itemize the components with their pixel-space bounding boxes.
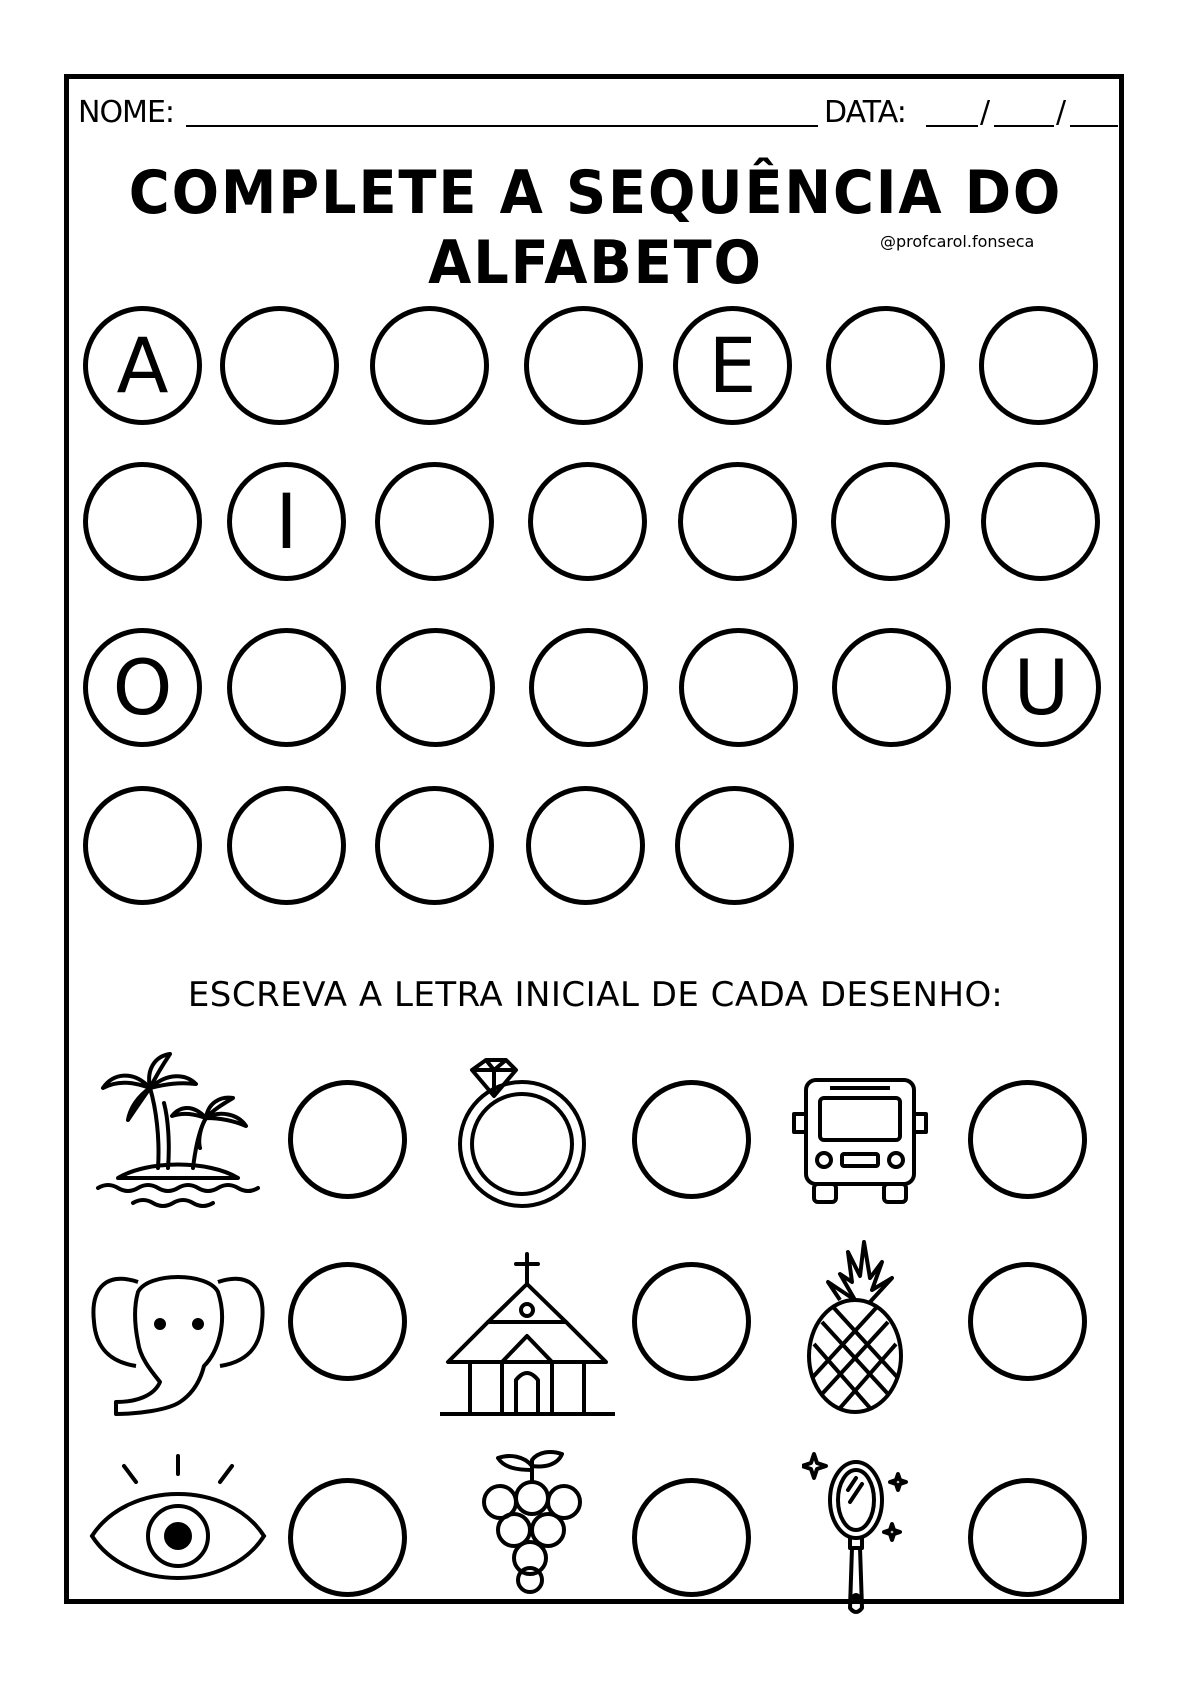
alphabet-circle[interactable] (679, 628, 798, 747)
alphabet-circle[interactable] (227, 628, 346, 747)
alphabet-circle[interactable] (675, 786, 794, 905)
name-field[interactable] (186, 125, 818, 127)
alphabet-circle[interactable] (678, 462, 797, 581)
date-separator: / (1056, 95, 1066, 130)
bus-icon (790, 1070, 930, 1210)
alphabet-circle[interactable] (831, 462, 950, 581)
alphabet-circle[interactable] (83, 786, 202, 905)
pineapple-icon (800, 1238, 910, 1418)
alphabet-circle[interactable] (826, 306, 945, 425)
name-label: NOME: (78, 95, 175, 130)
date-label: DATA: (824, 95, 906, 130)
mirror-icon (802, 1448, 912, 1618)
answer-circle[interactable] (968, 1478, 1087, 1597)
alphabet-circle[interactable] (979, 306, 1098, 425)
date-separator: / (980, 95, 990, 130)
alphabet-circle[interactable] (376, 628, 495, 747)
page-title: COMPLETE A SEQUÊNCIA DO ALFABETO (128, 158, 1063, 298)
palm-island-icon (88, 1048, 263, 1213)
alphabet-circle[interactable]: O (83, 628, 202, 747)
alphabet-circle[interactable]: E (673, 306, 792, 425)
answer-circle[interactable] (968, 1262, 1087, 1381)
elephant-icon (88, 1262, 268, 1422)
answer-circle[interactable] (632, 1478, 751, 1597)
header (78, 95, 1118, 135)
alphabet-circle[interactable] (981, 462, 1100, 581)
eye-icon (88, 1450, 268, 1580)
grapes-icon (478, 1446, 588, 1596)
ring-icon (450, 1052, 590, 1212)
alphabet-circle[interactable] (375, 462, 494, 581)
alphabet-circle[interactable]: A (83, 306, 202, 425)
answer-circle[interactable] (288, 1478, 407, 1597)
alphabet-circle[interactable]: U (982, 628, 1101, 747)
answer-circle[interactable] (632, 1080, 751, 1199)
answer-circle[interactable] (632, 1262, 751, 1381)
answer-circle[interactable] (288, 1080, 407, 1199)
instruction-text: ESCREVA A LETRA INICIAL DE CADA DESENHO: (187, 975, 1004, 1015)
alphabet-circle[interactable]: I (227, 462, 346, 581)
answer-circle[interactable] (968, 1080, 1087, 1199)
answer-circle[interactable] (288, 1262, 407, 1381)
author-credit: @profcarol.fonseca (880, 232, 1035, 251)
alphabet-circle[interactable] (375, 786, 494, 905)
alphabet-circle[interactable] (370, 306, 489, 425)
alphabet-circle[interactable] (524, 306, 643, 425)
church-icon (440, 1250, 615, 1420)
date-day-field[interactable] (926, 125, 978, 127)
alphabet-circle[interactable] (227, 786, 346, 905)
alphabet-circle[interactable] (220, 306, 339, 425)
alphabet-circle[interactable] (529, 628, 648, 747)
alphabet-circle[interactable] (526, 786, 645, 905)
alphabet-circle[interactable] (832, 628, 951, 747)
alphabet-circle[interactable] (83, 462, 202, 581)
date-year-field[interactable] (1070, 125, 1118, 127)
date-month-field[interactable] (994, 125, 1054, 127)
alphabet-circle[interactable] (528, 462, 647, 581)
